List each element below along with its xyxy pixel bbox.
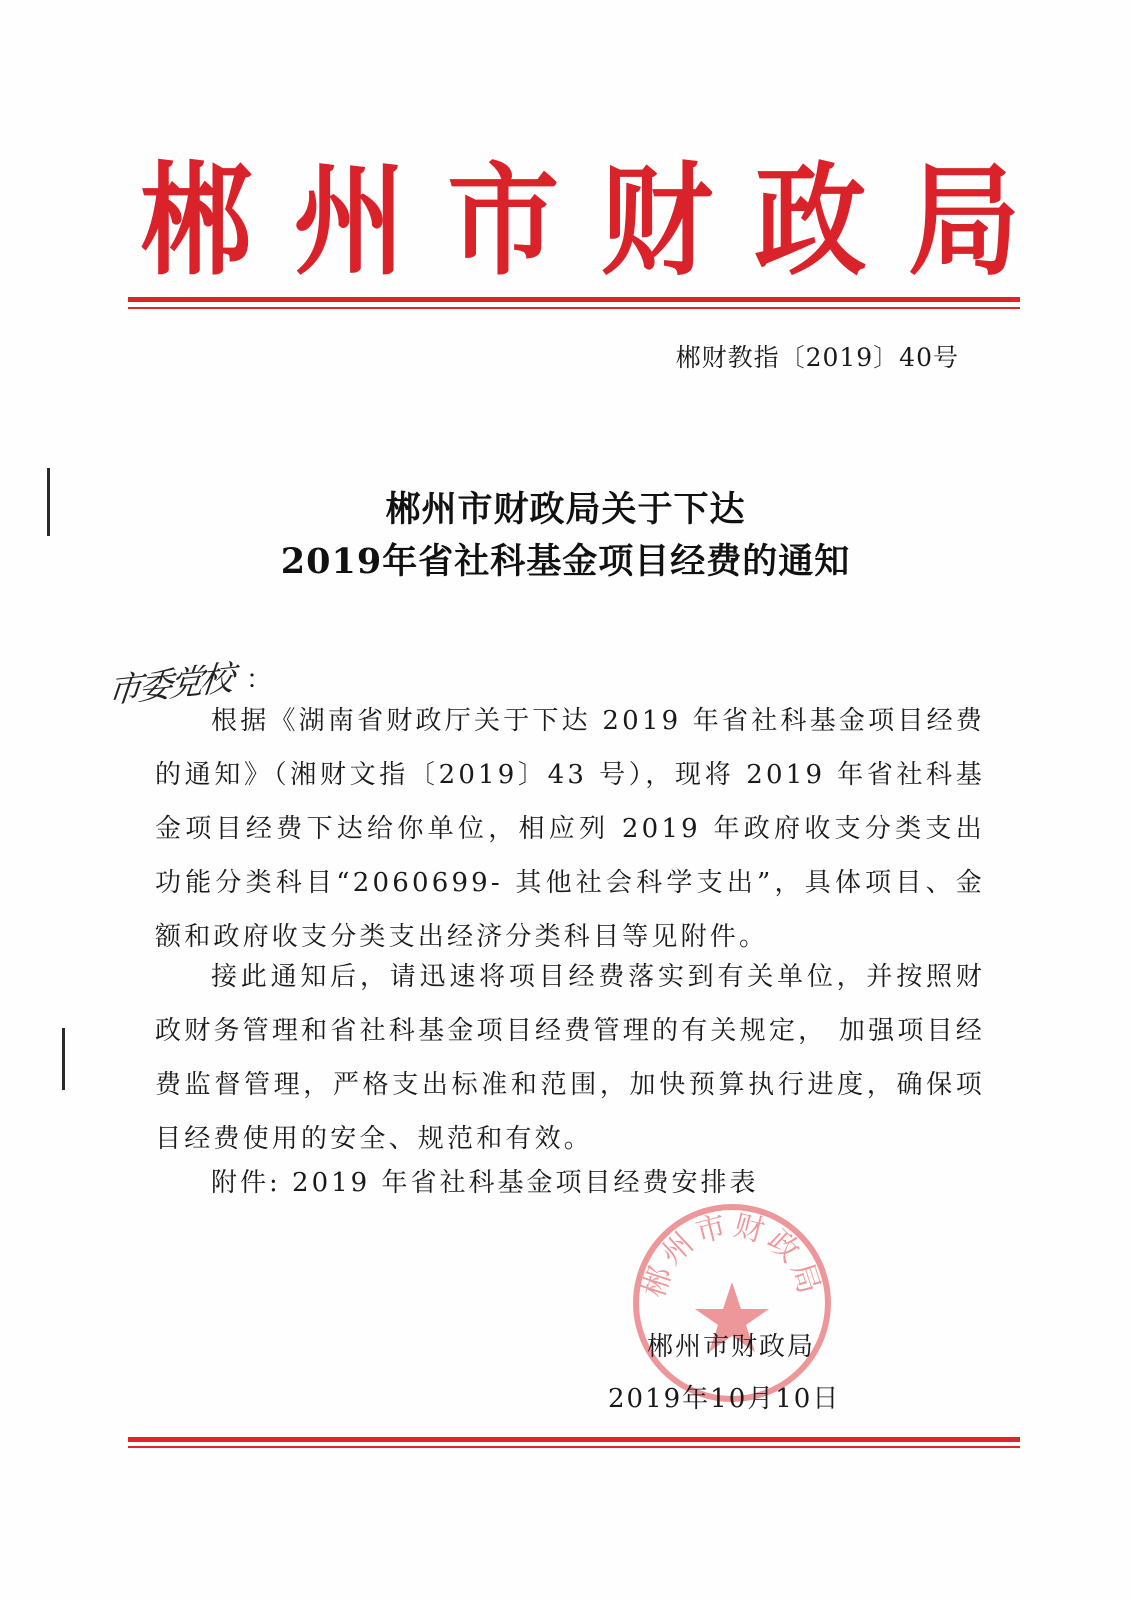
seal-text: 郴州市财政局 [636, 1208, 828, 1302]
signature-org: 郴州市财政局 [647, 1332, 816, 1362]
footer-rule-thin [128, 1446, 1020, 1448]
official-seal [627, 1198, 837, 1408]
handwritten-recipient: 市委党校 [105, 658, 234, 712]
letterhead-char: 财 [600, 150, 713, 293]
document-number: 郴财教指〔2019〕40号 [675, 343, 959, 372]
letterhead-rule-thin [128, 307, 1020, 309]
recipient-colon: ： [246, 665, 273, 695]
letterhead-char: 政 [754, 150, 867, 293]
letterhead-char: 州 [293, 150, 406, 293]
notice-title-line-2: 2019年省社科基金项目经费的通知 [280, 541, 851, 582]
body-paragraph-2: 接此通知后，请迅速将项目经费落实到有关单位，并按照财政财务管理和省社科基金项目经费管理的有关规定， 加强项目经费监督管理，严格支出标准和范围，加快预算执行进度，确保项目经费使用的安全、规范和有效。 [155, 962, 985, 1154]
binding-mark-bottom [62, 1028, 65, 1090]
letterhead-char: 局 [907, 150, 1020, 293]
body-paragraph-1: 根据《湖南省财政厅关于下达 2019 年省社科基金项目经费的通知》（湘财文指〔2019〕43 号），现将 2019 年省社科基金项目经费下达给你单位，相应列 2019 年政府收支分类支出功能分类科目“2060699- 其他社会科学支出”，具体项目、金额和政府收支分类支出经济分类科目等见附件。 [155, 706, 985, 952]
signature-date: 2019年10月10日 [608, 1384, 841, 1414]
footer-rule-thick [128, 1437, 1020, 1442]
letterhead-title [140, 152, 1020, 292]
attachment-line: 附件: 2019 年省社科基金项目经费安排表 [211, 1168, 759, 1198]
letterhead-rule-thick [128, 297, 1020, 302]
letterhead-char: 郴 [140, 150, 252, 293]
letterhead-char: 市 [447, 150, 560, 293]
notice-title-line-1: 郴州市财政局关于下达 [385, 489, 746, 530]
